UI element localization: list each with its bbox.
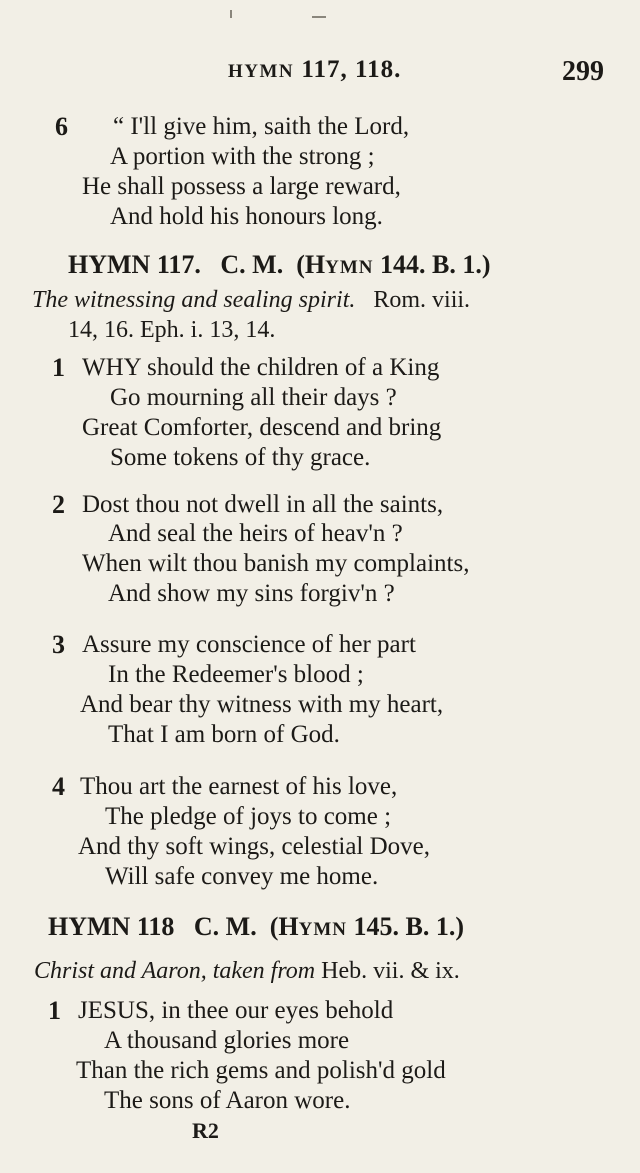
page-number: 299 (562, 56, 604, 87)
stanza-number: 2 (52, 490, 65, 519)
hymn-118-heading: HYMN 118 C. M. (HYMN 145. B. 1.) (48, 912, 464, 941)
hymn-title: HYMN 118 (48, 912, 175, 941)
verse-line: Assure my conscience of her part (82, 631, 416, 658)
stanza-number: 3 (52, 630, 65, 659)
verse-line: JESUS, in thee our eyes behold (78, 997, 394, 1024)
verse-line: “ I'll give him, saith the Lord, (113, 113, 410, 140)
stanza-number: 1 (52, 353, 65, 382)
subtitle-reference: Rom. viii. (373, 287, 471, 313)
verse-line: That I am born of God. (108, 721, 340, 748)
subtitle-theme: Christ and Aaron (34, 958, 201, 984)
verse-line: The sons of Aaron wore. (104, 1087, 351, 1114)
verse-line: Will safe convey me home. (105, 863, 379, 890)
verse-line: Thou art the earnest of his love, (80, 773, 398, 800)
verse-line: Than the rich gems and polish'd gold (76, 1057, 446, 1084)
hymn-source: 145. B. 1.) (347, 912, 464, 941)
verse-line: When wilt thou banish my complaints, (82, 550, 470, 577)
running-head (228, 56, 401, 84)
verse-line: Go mourning all their days ? (110, 384, 397, 411)
subtitle-reference: Heb. vii. & ix. (315, 958, 460, 984)
hymn-title: HYMN 117. (68, 250, 201, 279)
verse-line: And hold his honours long. (110, 203, 383, 230)
signature-mark: R2 (192, 1118, 219, 1143)
subtitle-theme: The witnessing and sealing spirit. (32, 287, 356, 313)
verse-line: WHY should the children of a King (82, 354, 440, 381)
verse-line: And seal the heirs of heav'n ? (108, 520, 403, 547)
print-speck (230, 10, 232, 18)
verse-line: And bear thy witness with my heart, (80, 691, 444, 718)
verse-line: The pledge of joys to come ; (105, 803, 392, 830)
verse-line: He shall possess a large reward, (82, 173, 401, 200)
verse-line: Some tokens of thy grace. (110, 444, 371, 471)
stanza-number: 4 (52, 772, 65, 801)
verse-line: Dost thou not dwell in all the saints, (82, 491, 444, 518)
verse-line: A thousand glories more (104, 1027, 350, 1054)
verse-line: A portion with the strong ; (110, 143, 375, 170)
stanza-number: 6 (55, 112, 68, 141)
verse-line: And show my sins forgiv'n ? (108, 580, 395, 607)
hymn-source: 144. B. 1.) (373, 250, 491, 279)
hymn-meter: C. M. (220, 250, 284, 279)
running-head-numbers: 117, 118. (301, 56, 402, 83)
verse-line: Great Comforter, descend and bring (82, 414, 442, 441)
verse-line: In the Redeemer's blood ; (108, 661, 364, 688)
hymn-meter: C. M. (193, 912, 257, 941)
print-speck (312, 16, 326, 18)
running-head-hymn: HYMN (228, 61, 295, 82)
hymn-117-heading: HYMN 117. C. M. (HYMN 144. B. 1.) (68, 250, 491, 279)
hymn-118-subtitle: Christ and Aaron, taken from Heb. vii. & ix. (34, 958, 460, 984)
hymn-117-subtitle (32, 287, 470, 314)
stanza-number: 1 (48, 996, 61, 1025)
subtitle-reference-cont: 14, 16. Eph. i. 13, 14. (68, 317, 276, 343)
verse-line: And thy soft wings, celestial Dove, (78, 833, 431, 860)
